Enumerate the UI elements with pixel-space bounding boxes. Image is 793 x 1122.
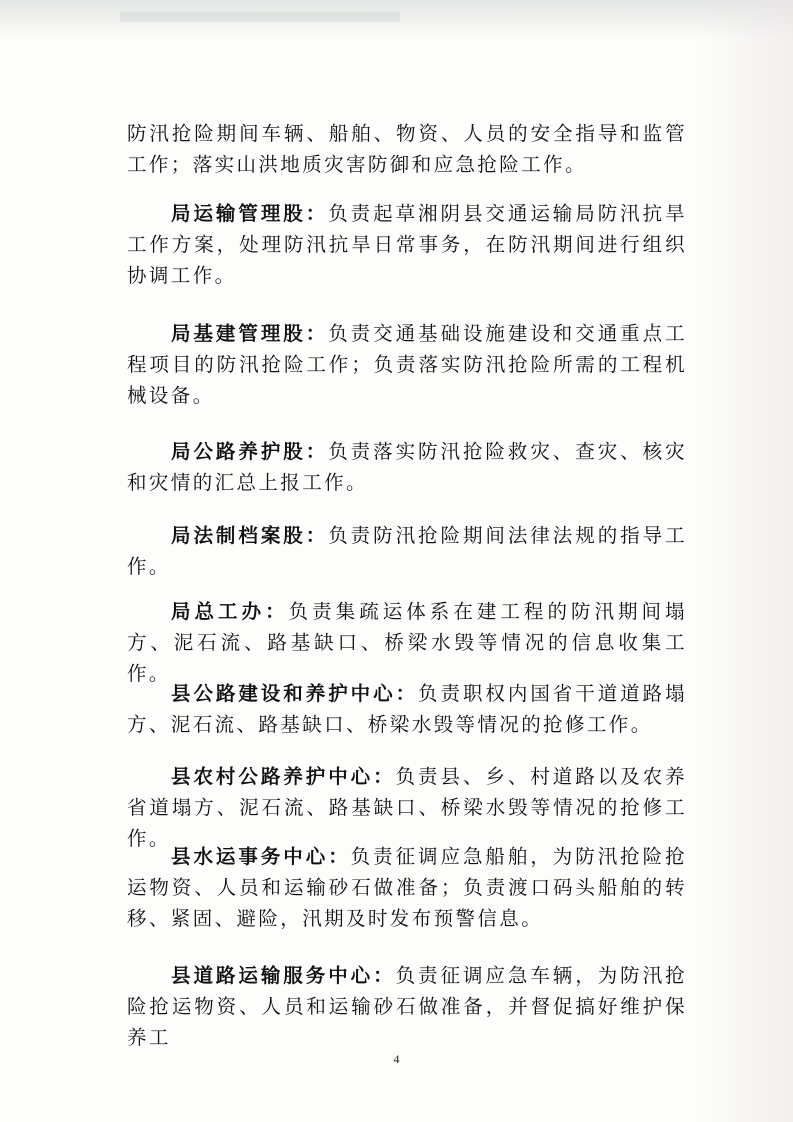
paragraph-lead: 局公路养护股：: [171, 440, 329, 463]
paragraph-text: 负责防汛抢险期间法律法规的指导工作。: [127, 524, 687, 578]
paragraph-lead: 局基建管理股：: [171, 322, 329, 345]
paragraph-text: 负责起草湘阴县交通运输局防汛抗旱工作方案，处理防汛抗旱日常事务，在防汛期间进行组织协调工作。: [127, 202, 687, 287]
paragraph-text: 负责征调应急船舶，为防汛抢险抢运物资、人员和运输砂石做准备；负责渡口码头船舶的转移、紧固、避险，汛期及时发布预警信息。: [127, 845, 687, 930]
paragraph-lead: 县农村公路养护中心：: [171, 765, 396, 788]
faint-header-mark: [120, 12, 400, 22]
page-number: 4: [393, 1052, 400, 1066]
paragraph-continued: [127, 118, 687, 180]
paragraph-lead: 县水运事务中心：: [171, 845, 351, 868]
paragraph-text: 负责征调应急车辆，为防汛抢险抢运物资、人员和运输砂石做准备，并督促搞好维护保养工: [127, 964, 687, 1049]
paragraph-lead: 县公路建设和养护中心：: [171, 682, 419, 705]
paragraph-waterway-center: [127, 841, 687, 934]
paragraph-road-transport-center: [127, 960, 687, 1053]
scan-shadow-right: [698, 0, 793, 1122]
paragraph-text: 负责集疏运体系在建工程的防汛期间塌方、泥石流、路基缺口、桥梁水毁等情况的信息收集工作。: [127, 600, 687, 685]
paragraph-text: 负责落实防汛抢险救灾、查灾、核灾和灾情的汇总上报工作。: [127, 440, 687, 494]
paragraph-road-maintenance: [127, 436, 687, 498]
paragraph-lead: 局运输管理股：: [171, 202, 329, 225]
paragraph-transport-management: [127, 198, 687, 291]
paragraph-text: 防汛抢险期间车辆、船舶、物资、人员的安全指导和监管工作；落实山洪地质灾害防御和应急抢险工作。: [127, 122, 687, 176]
paragraph-lead: 局法制档案股：: [171, 524, 329, 547]
paragraph-text: 负责职权内国省干道道路塌方、泥石流、路基缺口、桥梁水毁等情况的抢修工作。: [127, 682, 687, 736]
paragraph-text: 负责县、乡、村道路以及农养省道塌方、泥石流、路基缺口、桥梁水毁等情况的抢修工作。: [127, 765, 687, 850]
paragraph-chief-engineer-office: [127, 596, 687, 689]
paragraph-infrastructure-management: [127, 318, 687, 411]
paragraph-highway-center: [127, 678, 687, 740]
paragraph-legal-archives: [127, 520, 687, 582]
paragraph-lead: 局总工办：: [171, 600, 289, 623]
paragraph-lead: 县道路运输服务中心：: [171, 964, 396, 987]
paragraph-text: 负责交通基础设施建设和交通重点工程项目的防汛抢险工作；负责落实防汛抢险所需的工程机械设备。: [127, 322, 687, 407]
